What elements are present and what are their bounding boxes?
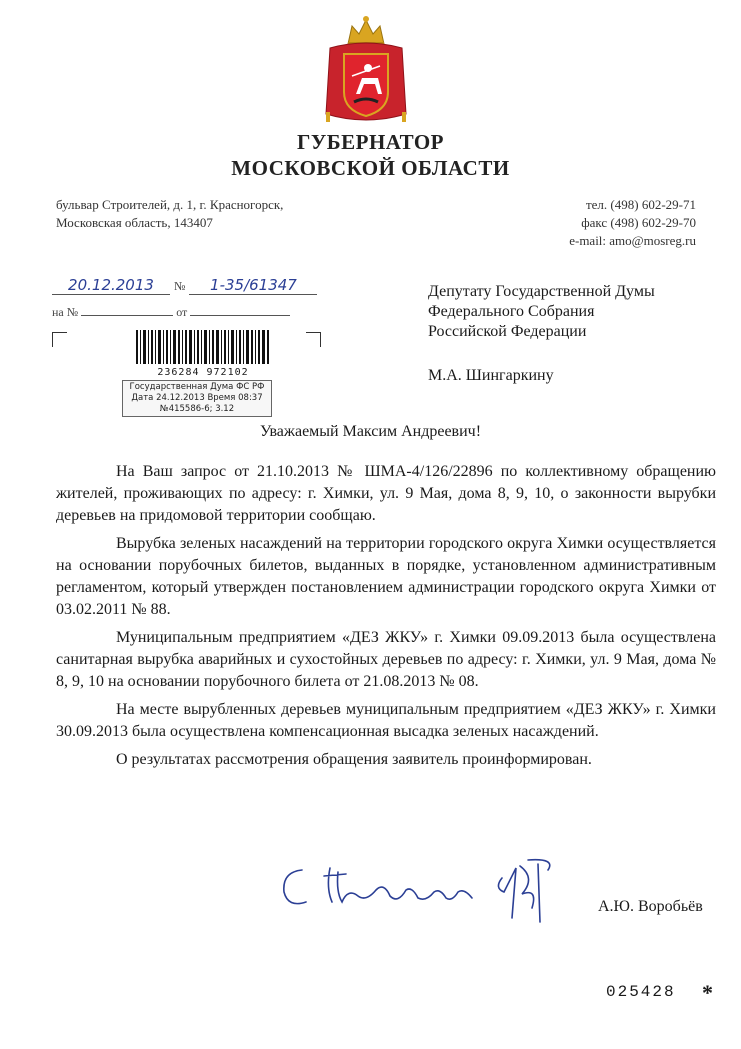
- address-block: [56, 196, 283, 232]
- address-line: бульвар Строителей, д. 1, г. Красногорск,: [56, 197, 284, 212]
- barcode-number: 236284 972102: [134, 367, 272, 379]
- phone-text: тел. (498) 602-29-71: [585, 197, 696, 212]
- greeting: Уважаемый Максим Андреевич!: [259, 423, 482, 440]
- barcode: [134, 330, 272, 376]
- recipient-line: Депутату Государственной Думы: [428, 283, 655, 300]
- corner-mark-left: [52, 332, 67, 347]
- ref-label: на №: [52, 305, 79, 319]
- stamp-line: Дата 24.12.2013 Время 08:37: [131, 393, 263, 403]
- contacts-block: [569, 196, 696, 250]
- registration-stamp: [122, 380, 272, 417]
- reference-line: [52, 303, 322, 320]
- stamp-line: Государственная Дума ФС РФ: [129, 382, 265, 392]
- address-line: Московская область, 143407: [56, 215, 213, 230]
- ref-number-blank: [81, 303, 173, 316]
- registration-line: [52, 276, 322, 295]
- fax-text: факс (498) 602-29-70: [581, 215, 696, 230]
- letter-body: [56, 461, 716, 777]
- recipient-line: Федерального Собрания: [428, 303, 595, 320]
- body-paragraph: О результатах рассмотрения обращения заявитель проинформирован.: [116, 751, 592, 768]
- signer-name: А.Ю. Воробьёв: [598, 898, 703, 915]
- handwritten-signature: [276, 848, 576, 928]
- header-title-line1: ГУБЕРНАТОР: [296, 130, 445, 154]
- recipient-name: М.А. Шингаркину: [428, 367, 554, 384]
- asterisk-mark: *: [702, 980, 713, 1005]
- header-title-line2: МОСКОВСКОЙ ОБЛАСТИ: [231, 156, 510, 180]
- ref-from: от: [176, 305, 188, 319]
- document-number: 025428: [606, 983, 676, 1001]
- body-paragraph: На Ваш запрос от 21.10.2013 № ШМА-4/126/22896 по коллективному обращению жителей, проживающих по адресу: г. Химки, ул. 9 Мая, дома 8, 9, 10, о законности вырубки деревьев на придомовой территории сообщаю.: [56, 463, 716, 524]
- ref-date-blank: [190, 303, 290, 316]
- recipient-line: Российской Федерации: [428, 323, 587, 340]
- body-paragraph: Муниципальным предприятием «ДЕЗ ЖКУ» г. Химки 09.09.2013 была осуществлена санитарная вырубка аварийных и сухостойных деревьев по адресу: г. Химки, ул. 9 Мая, дома № 8, 9, 10 на основании порубочного билета от 21.08.2013 № 08.: [56, 629, 716, 690]
- registration-number: 1-35/61347: [189, 276, 317, 295]
- barcode-bars: [134, 330, 272, 364]
- stamp-line: №415586-6; 3.12: [159, 404, 235, 414]
- email-text: e-mail: amo@mosreg.ru: [569, 233, 696, 248]
- coat-of-arms-emblem: [322, 14, 410, 126]
- registration-date: 20.12.2013: [52, 276, 170, 295]
- body-paragraph: На месте вырубленных деревьев муниципальным предприятием «ДЕЗ ЖКУ» г. Химки 30.09.2013 была осуществлена компенсационная высадка зеленых насаждений.: [56, 701, 716, 740]
- corner-mark-right: [306, 332, 321, 347]
- recipient-block: [428, 282, 655, 386]
- body-paragraph: Вырубка зеленых насаждений на территории городского округа Химки осуществляется на основании порубочных билетов, выданных в порядке, установленном административным регламентом, который утвержден постановлением администрации городского округа Химки от 03.02.2011 № 88.: [56, 535, 716, 618]
- number-sign: №: [174, 279, 186, 293]
